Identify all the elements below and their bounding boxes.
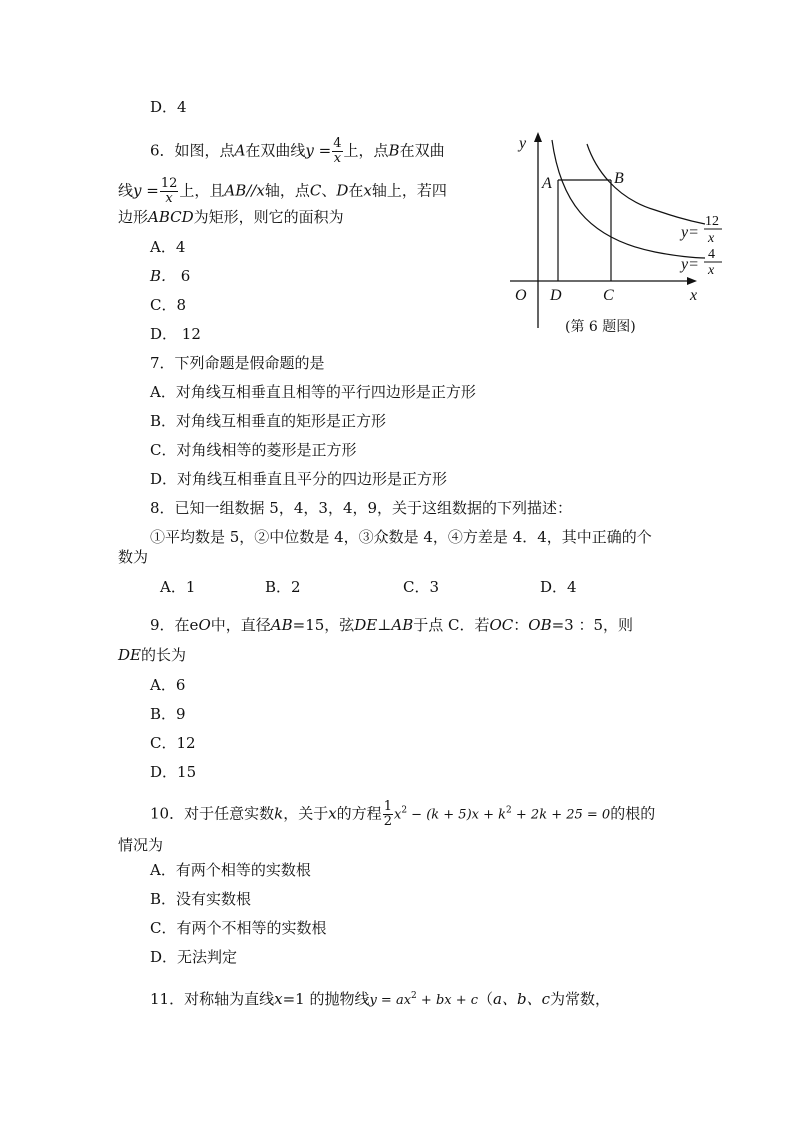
q8-option-c: C．3 bbox=[403, 578, 440, 596]
q6-stem-line2: 线y = $\frac{12}{x}$ 上，且AB//x轴，点C、D在x轴上，若四 bbox=[118, 176, 447, 206]
q9-option-b: B．9 bbox=[150, 705, 186, 723]
q6-option-d: D． 12 bbox=[150, 325, 201, 343]
q7-option-c: C．对角线相等的菱形是正方形 bbox=[150, 441, 357, 459]
fig-curve1-num: 12 bbox=[705, 214, 719, 229]
y-axis-arrow-icon bbox=[534, 132, 542, 142]
q6-option-b: B． 6 bbox=[150, 267, 191, 285]
x-axis-arrow-icon bbox=[687, 277, 697, 285]
q9-option-d: D．15 bbox=[150, 763, 197, 781]
q10-option-c: C．有两个不相等的实数根 bbox=[150, 919, 327, 937]
fig-curve1-den: x bbox=[708, 231, 715, 246]
q6-number: 6． bbox=[150, 141, 175, 160]
q6-option-a: A．4 bbox=[150, 238, 186, 256]
fig-axis-x-label: x bbox=[690, 287, 698, 304]
fig-curve2-num: 4 bbox=[708, 247, 715, 262]
q10-fraction: $\frac{1}{2}$ bbox=[383, 799, 392, 829]
q6-figure bbox=[505, 128, 735, 343]
fig-point-d-label: D bbox=[550, 287, 562, 304]
circle-symbol: e bbox=[189, 616, 199, 634]
q9-option-a: A．6 bbox=[150, 676, 186, 694]
curve-12-over-x bbox=[587, 144, 705, 224]
q8-option-b: B．2 bbox=[265, 578, 301, 596]
q9-stem-line1: 9．在eO中，直径AB=15，弦DE⊥AB于点 C．若OC：OB=3 ：5，则 bbox=[150, 616, 634, 634]
q9-stem-line2: DE的长为 bbox=[118, 646, 186, 664]
q6-eq1-fraction: $\frac{4}{x}$ bbox=[333, 136, 342, 166]
fig-point-c-label: C bbox=[603, 287, 614, 304]
q5-option-d: D．4 bbox=[150, 98, 187, 116]
fig-curve2-lhs: y= bbox=[681, 256, 699, 273]
q11-stem-line1: 11．对称轴为直线x=1 的抛物线$y = ax^2$ + bx + c（a、b、c为常数， bbox=[150, 990, 611, 1008]
q7-option-b: B．对角线互相垂直的矩形是正方形 bbox=[150, 412, 387, 430]
q6-stem-line3: 边形ABCD为矩形，则它的面积为 bbox=[118, 208, 344, 226]
q6-eq2-lhs: y = bbox=[133, 181, 159, 200]
q8-stem: 8．已知一组数据 5，4，3，4，9，关于这组数据的下列描述： bbox=[150, 499, 573, 517]
q8-line3: 数为 bbox=[118, 548, 149, 566]
q6-eq1-lhs: y = bbox=[305, 141, 332, 160]
q10-option-a: A．有两个相等的实数根 bbox=[150, 861, 311, 879]
fig-axis-y-label: y bbox=[519, 135, 527, 152]
q8-option-d: D．4 bbox=[540, 578, 577, 596]
q9-option-c: C．12 bbox=[150, 734, 196, 752]
fig-point-b-label: B bbox=[614, 170, 624, 187]
q10-stem-line2: 情况为 bbox=[118, 836, 164, 854]
fig-caption: (第 6 题图) bbox=[565, 319, 636, 335]
q10-stem-line1: 10．对于任意实数k，关于x的方程 $\frac{1}{2}$ $x^2 - (k + 5)x + k^2 + 2k + 25 = 0$的根的 bbox=[150, 799, 656, 829]
q7-option-a: A．对角线互相垂直且相等的平行四边形是正方形 bbox=[150, 383, 476, 401]
q10-option-d: D．无法判定 bbox=[150, 948, 238, 966]
fig-curve2-den: x bbox=[708, 263, 715, 278]
q6-eq2-fraction: $\frac{12}{x}$ bbox=[160, 176, 178, 206]
fig-origin-label: O bbox=[515, 287, 527, 304]
q7-stem: 7．下列命题是假命题的是 bbox=[150, 354, 325, 372]
q8-option-a: A．1 bbox=[160, 578, 196, 596]
q8-line2: ①平均数是 5，②中位数是 4，③众数是 4，④方差是 4．4，其中正确的个 bbox=[150, 528, 652, 546]
q7-option-d: D．对角线互相垂直且平分的四边形是正方形 bbox=[150, 470, 448, 488]
q6-option-c: C．8 bbox=[150, 296, 187, 314]
fig-point-a-label: A bbox=[542, 175, 552, 192]
q10-option-b: B．没有实数根 bbox=[150, 890, 252, 908]
q6-stem-line1: 6．如图，点A在双曲线y = $\frac{4}{x}$ 上，点B在双曲 bbox=[150, 136, 445, 166]
fig-curve1-lhs: y= bbox=[681, 224, 699, 241]
